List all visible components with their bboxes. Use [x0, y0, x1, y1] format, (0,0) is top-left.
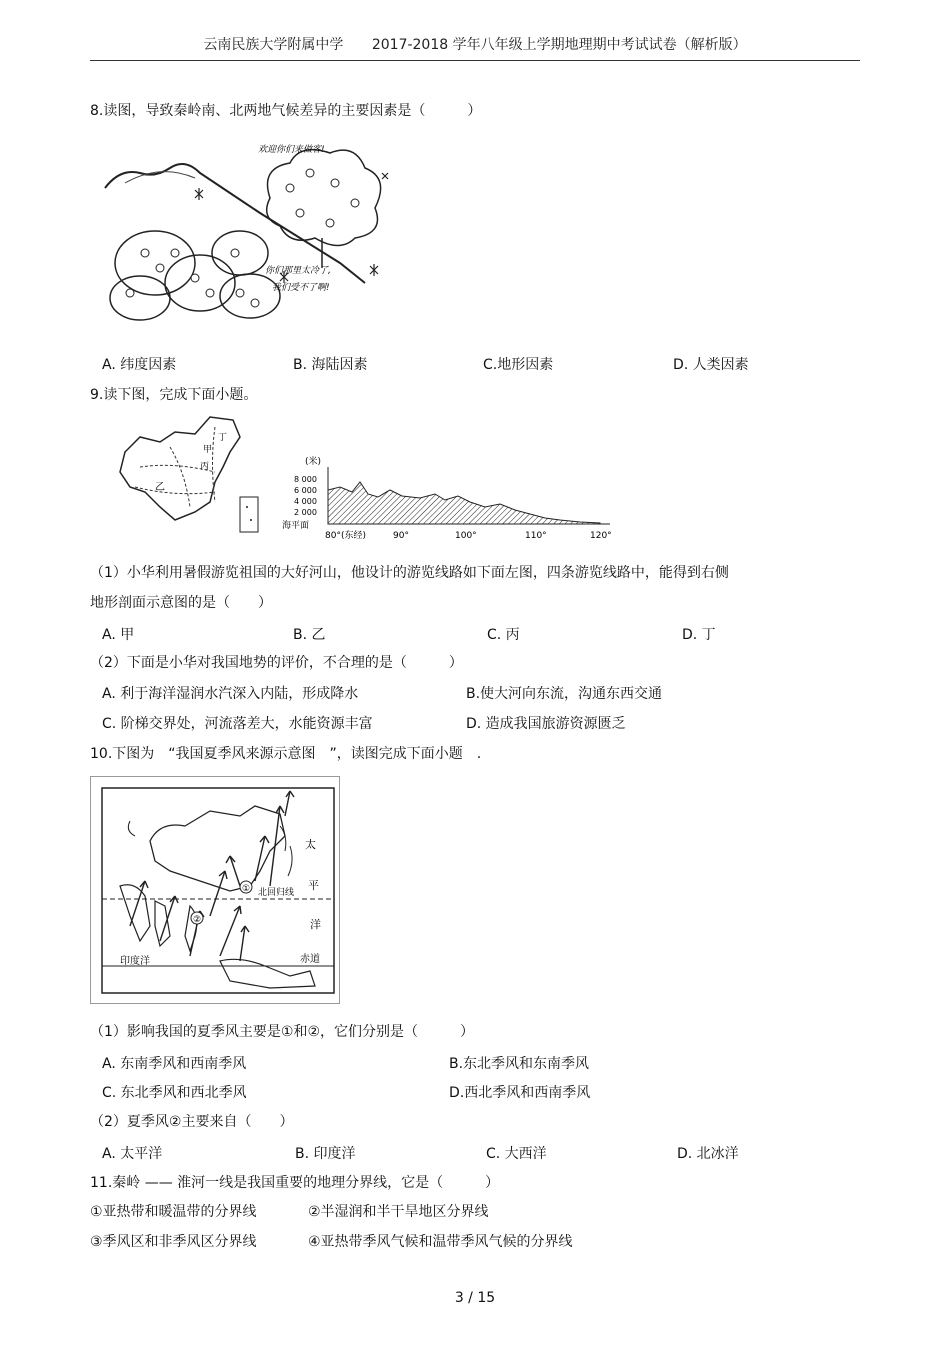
q11-item-3: ③季风区和非季风区分界线 [90, 1234, 257, 1250]
header-school: 云南民族大学附属中学 [203, 37, 344, 53]
profile-x-tick-80: 80°(东经) [325, 531, 366, 540]
q9-sub2-option-b: B.使大河向东流，沟通东西交通 [466, 686, 663, 702]
q8-option-d: D. 人类因素 [673, 357, 749, 373]
q8-option-c: C.地形因素 [483, 357, 554, 373]
q8-stem: 8.读图，导致秦岭南、北两地气候差异的主要因素是（ ） [90, 103, 482, 119]
q10-map-label-tai: 太 [305, 838, 316, 851]
q8-option-a: A. 纬度因素 [102, 357, 177, 373]
q11-stem: 11.秦岭 —— 淮河一线是我国重要的地理分界线，它是（ ） [90, 1175, 500, 1191]
q8-option-b: B. 海陆因素 [293, 357, 368, 373]
q10-sub2-stem: （2）夏季风②主要来自（ ） [90, 1114, 294, 1130]
q9-sub1-option-a: A. 甲 [102, 627, 135, 643]
profile-x-tick-90: 90° [393, 531, 409, 540]
q9-map-label-ding: 丁 [218, 433, 228, 443]
q10-sub2-option-c: C. 大西洋 [486, 1146, 547, 1162]
q10-map-label-yang: 洋 [310, 918, 321, 931]
q9-sub2-option-d: D. 造成我国旅游资源匮乏 [466, 716, 626, 732]
q10-map-label-tropic: 北回归线 [258, 888, 295, 898]
q9-stem: 9.读下图，完成下面小题。 [90, 387, 258, 403]
q10-sub1-option-b: B.东北季风和东南季风 [449, 1056, 590, 1072]
q10-map-label-equator: 赤道 [300, 954, 320, 965]
q10-sub1-stem: （1）影响我国的夏季风主要是①和②，它们分别是（ ） [90, 1024, 475, 1040]
q10-stem: 10.下图为 “我国夏季风来源示意图 ”，读图完成下面小题 . [90, 746, 482, 762]
profile-y-tick-2000: 2 000 [294, 508, 317, 517]
page-number: 3 / 15 [454, 1290, 496, 1306]
q9-china-route-map [115, 412, 265, 537]
q8-figure-qinling-cartoon [100, 128, 400, 338]
q8-figure-text-1: 欢迎你们来做客! [258, 145, 325, 155]
profile-x-tick-120: 120° [590, 531, 612, 540]
q9-sub2-option-a: A. 利于海洋湿润水汽深入内陆，形成降水 [102, 686, 359, 702]
q11-item-2: ②半湿润和半干旱地区分界线 [308, 1204, 489, 1220]
profile-x-tick-110: 110° [525, 531, 547, 540]
q9-sub1-option-b: B. 乙 [293, 627, 326, 643]
profile-y-tick-4000: 4 000 [294, 497, 317, 506]
profile-x-tick-100: 100° [455, 531, 477, 540]
q9-sub2-stem: （2）下面是小华对我国地势的评价，不合理的是（ ） [90, 655, 463, 671]
q9-map-label-yi: 乙 [155, 482, 165, 493]
header-rule [90, 60, 860, 61]
q9-sub1-option-c: C. 丙 [487, 627, 520, 643]
q10-sub1-option-a: A. 东南季风和西南季风 [102, 1056, 247, 1072]
profile-y-tick-6000: 6 000 [294, 486, 317, 495]
q10-sub2-option-b: B. 印度洋 [295, 1146, 356, 1162]
q10-map-label-indian-ocean: 印度洋 [120, 956, 150, 967]
q9-sub1-option-d: D. 丁 [682, 627, 716, 643]
q10-sub1-option-c: C. 东北季风和西北季风 [102, 1085, 247, 1101]
q9-terrain-profile [280, 452, 615, 540]
header-title: 2017-2018 学年八年级上学期地理期中考试试卷（解析版） [371, 37, 747, 53]
q10-sub1-option-d: D.西北季风和西南季风 [449, 1085, 591, 1101]
q9-map-label-bing: 丙 [200, 462, 210, 472]
q9-sub1-stem-line1: （1）小华利用暑假游览祖国的大好河山，他设计的游览线路如下面左图，四条游览线路中，能得到右侧 [90, 565, 729, 581]
q10-map-label-ping: 平 [308, 879, 319, 892]
q10-sub2-option-d: D. 北冰洋 [677, 1146, 739, 1162]
q10-monsoon-map [90, 776, 340, 1004]
q10-sub2-option-a: A. 太平洋 [102, 1146, 163, 1162]
q9-map-label-jia: 甲 [203, 445, 213, 455]
page-header [90, 34, 860, 54]
q8-figure-text-2: 你们那里太冷了, [265, 266, 331, 276]
q9-sub1-stem-line2: 地形剖面示意图的是（ ） [90, 595, 272, 611]
q11-item-1: ①亚热带和暖温带的分界线 [90, 1204, 257, 1220]
q9-sub2-option-c: C. 阶梯交界处，河流落差大，水能资源丰富 [102, 716, 373, 732]
q10-map-label-1: ① [242, 884, 251, 894]
q11-item-4: ④亚热带季风气候和温带季风气候的分界线 [308, 1234, 573, 1250]
profile-sea-level: 海平面 [282, 521, 310, 531]
profile-unit: (米) [305, 457, 322, 467]
q10-map-label-2: ② [193, 915, 202, 925]
profile-y-tick-8000: 8 000 [294, 475, 317, 484]
q8-figure-text-3: 我们受不了啊! [272, 283, 330, 293]
